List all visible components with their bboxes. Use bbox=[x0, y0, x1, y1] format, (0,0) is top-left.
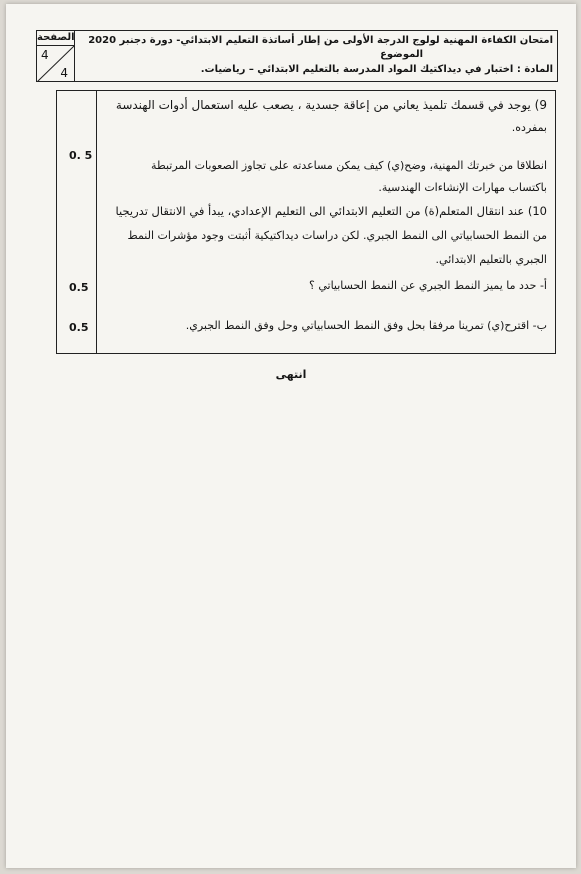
q10-line-3: الجبري بالتعليم الابتدائي. bbox=[435, 253, 547, 266]
questions-table bbox=[56, 90, 556, 354]
page-total: 4 bbox=[60, 66, 68, 80]
score-q10b: 0.5 bbox=[69, 321, 89, 334]
end-marker: انتهى bbox=[275, 368, 307, 381]
q10-line-2: من النمط الحسابياتي الى النمط الجبري. لكن دراسات ديداكتيكية أثبتت وجود مؤشرات النمط bbox=[127, 229, 547, 242]
questions-content bbox=[103, 91, 547, 353]
page-label: الصفحة bbox=[37, 31, 74, 46]
page-current: 4 bbox=[41, 48, 49, 62]
q10a-line: أ- حدد ما يميز النمط الجبري عن النمط الحسابياتي ؟ bbox=[309, 279, 547, 292]
exam-page bbox=[6, 4, 576, 868]
q9-line-4: باكتساب مهارات الإنشاءات الهندسية. bbox=[378, 181, 547, 194]
score-q9: 0. 5 bbox=[69, 149, 93, 162]
subject-line: المادة : اختبار في ديداكتيك المواد المدرسة بالتعليم الابتدائي – رياضيات. bbox=[200, 64, 553, 75]
page-number-box bbox=[37, 31, 75, 81]
q9-line-3: انطلاقا من خبرتك المهنية، وضح(ي) كيف يمكن مساعدته على تجاوز الصعوبات المرتبطة bbox=[151, 159, 547, 172]
q9-line-1: 9) يوجد في قسمك تلميذ يعاني من إعاقة جسدية ، يصعب عليه استعمال أدوات الهندسة bbox=[115, 98, 547, 112]
subject-heading: الموضوع bbox=[380, 49, 423, 60]
q10b-line: ب- اقترح(ي) تمرينا مرفقا بحل وفق النمط الحسابياتي وحل وفق النمط الجبري. bbox=[185, 319, 547, 332]
exam-title: امتحان الكفاءة المهنية لولوج الدرجة الأولى من إطار أساتذة التعليم الابتدائي- دورة دجنبر 2020 bbox=[88, 35, 553, 46]
score-column bbox=[57, 91, 97, 353]
q10-line-1: 10) عند انتقال المتعلم(ة) من التعليم الابتدائي الى التعليم الإعدادي، يبدأ في الانتقال تدريجيا bbox=[115, 204, 547, 218]
score-q10a: 0.5 bbox=[69, 281, 89, 294]
q9-line-2: بمفرده. bbox=[511, 121, 547, 134]
exam-header bbox=[36, 30, 558, 82]
